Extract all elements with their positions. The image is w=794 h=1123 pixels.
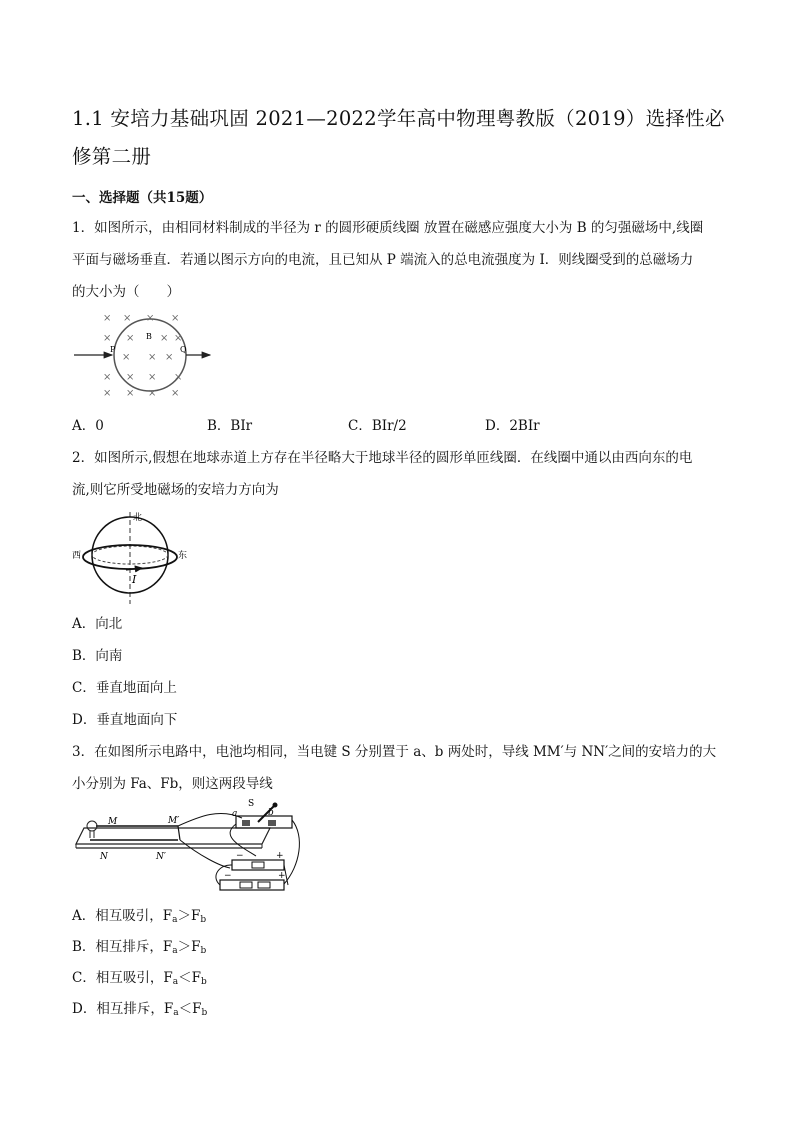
q2-line-2: 流,则它所受地磁场的安培力方向为: [72, 482, 279, 498]
cross-mark: ×: [160, 333, 169, 344]
cross-mark: ×: [123, 313, 132, 324]
q1-line-3: 的大小为（ ）: [72, 284, 180, 300]
option-relation: ＜F: [178, 1001, 202, 1017]
q1-option-b[interactable]: B．BIr: [207, 418, 253, 434]
q1-coil-figure: [70, 308, 220, 403]
cross-mark: ×: [103, 388, 112, 399]
q2-option-c[interactable]: C．垂直地面向上: [72, 680, 177, 696]
cross-mark: ×: [103, 313, 112, 324]
label-a: a: [232, 809, 238, 819]
battery-1-plus: +: [276, 851, 284, 861]
option-relation: ＞F: [177, 908, 201, 924]
label-m: M: [108, 817, 118, 827]
section-heading: 一、选择题（共15题）: [72, 190, 213, 206]
cross-mark: ×: [126, 333, 135, 344]
cross-mark: ×: [165, 352, 174, 363]
battery-2-plus: +: [278, 871, 286, 881]
subscript: b: [201, 1008, 208, 1018]
cross-mark: ×: [103, 372, 112, 383]
subscript: b: [200, 946, 207, 956]
cross-mark: ×: [171, 388, 180, 399]
q2-option-b[interactable]: B．向南: [72, 648, 123, 664]
q3-line-2: 小分别为 Fa、Fb，则这两段导线: [72, 776, 273, 792]
option-text: D．相互排斥，F: [72, 1001, 174, 1017]
cross-mark: ×: [148, 352, 157, 363]
q1-option-a[interactable]: A．0: [72, 418, 104, 434]
cross-mark: ×: [122, 352, 131, 363]
cross-mark: ×: [171, 313, 180, 324]
label-n-prime: N′: [156, 852, 166, 862]
option-relation: ＜F: [178, 970, 201, 986]
current-label: I: [132, 573, 137, 586]
q1-line-2: 平面与磁场垂直．若通以图示方向的电流，且已知从 P 端流入的总电流强度为 I．则线圈受到的总磁场力: [72, 252, 694, 268]
q2-line-1: 2．如图所示,假想在地球赤道上方存在半径略大于地球半径的圆形单匝线圈．在线圈中通以由西向东的电: [72, 450, 693, 466]
west-label: 西: [72, 551, 82, 561]
label-b: b: [268, 808, 274, 818]
cross-mark: ×: [126, 372, 135, 383]
document-title: 1.1 安培力基础巩固 2021—2022学年高中物理粤教版（2019）选择性必修第二册: [72, 107, 725, 168]
subscript: a: [172, 946, 178, 956]
switch-contact-b: [268, 820, 276, 826]
q3-line-1: 3．在如图所示电路中，电池均相同，当电键 S 分别置于 a、b 两处时，导线 MM′与 NN′之间的安培力的大: [72, 744, 717, 760]
battery-2-minus: −: [224, 871, 232, 881]
north-label: 北: [133, 513, 143, 523]
cross-mark: ×: [146, 313, 155, 324]
q3-option-c[interactable]: [72, 966, 207, 987]
q1-option-c[interactable]: C．BIr/2: [348, 418, 407, 434]
q2-option-d[interactable]: D．垂直地面向下: [72, 712, 178, 728]
subscript: a: [172, 915, 178, 925]
q2-option-a[interactable]: A．向北: [72, 616, 123, 632]
switch-contact-a: [242, 820, 250, 826]
option-relation: ＞F: [177, 939, 201, 955]
label-n: N: [100, 852, 108, 862]
cross-mark: ×: [174, 372, 183, 383]
label-s: S: [248, 799, 255, 809]
subscript: a: [173, 1008, 179, 1018]
q3-option-b[interactable]: [72, 935, 206, 956]
q1-option-d[interactable]: D．2BIr: [485, 418, 540, 434]
subscript: a: [172, 977, 179, 987]
q3-option-a[interactable]: [72, 904, 206, 925]
point-q-label: Q: [180, 345, 187, 354]
field-b-label: B: [146, 332, 152, 341]
q2-earth-figure: [70, 508, 190, 608]
option-text: C．相互吸引，F: [72, 970, 173, 986]
cross-mark: ×: [148, 388, 157, 399]
cross-mark: ×: [174, 333, 183, 344]
point-p-label: P: [110, 345, 116, 354]
q3-option-d[interactable]: [72, 997, 207, 1018]
cross-mark: ×: [103, 333, 112, 344]
cross-mark: ×: [126, 388, 135, 399]
q3-circuit-figure: [70, 796, 310, 896]
subscript: b: [200, 915, 207, 925]
east-label: 东: [178, 551, 188, 561]
q1-line-1: 1．如图所示，由相同材料制成的半径为 r 的圆形硬质线圈 放置在磁感应强度大小为 B 的匀强磁场中,线圈: [72, 220, 704, 236]
option-text: A．相互吸引，F: [72, 908, 173, 924]
cross-mark: ×: [148, 372, 157, 383]
light-bulb: [87, 821, 97, 831]
wooden-board: [76, 828, 270, 844]
subscript: b: [200, 977, 207, 987]
battery-1-minus: −: [236, 851, 244, 861]
label-m-prime: M′: [168, 816, 180, 826]
option-text: B．相互排斥，F: [72, 939, 173, 955]
